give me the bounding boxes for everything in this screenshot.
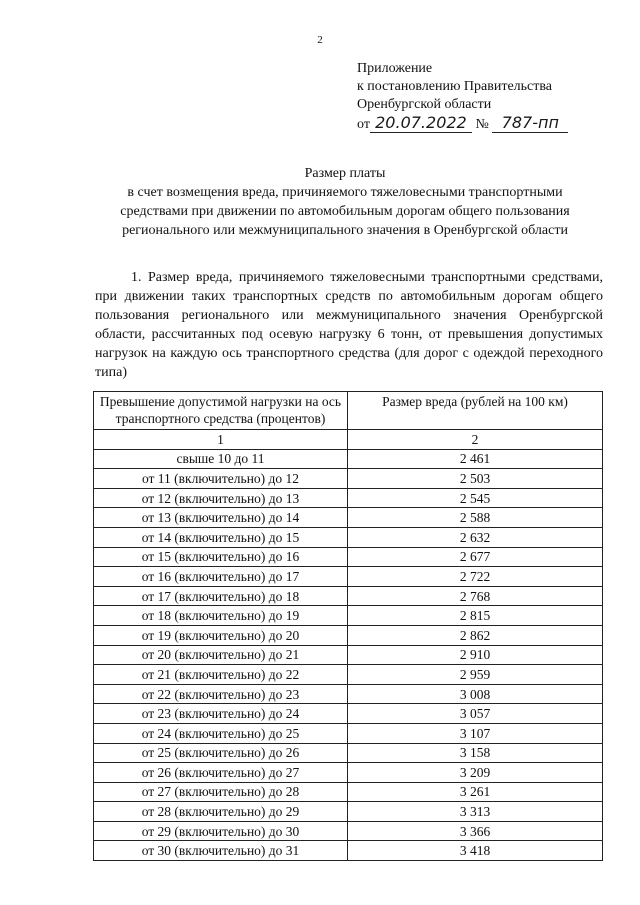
- overload-range-cell: от 19 (включительно) до 20: [94, 625, 348, 645]
- overload-range-cell: от 26 (включительно) до 27: [94, 763, 348, 783]
- paragraph-text: 1. Размер вреда, причиняемого тяжеловесными транспортными средствами, при движении таких транспортных средств по автомобильным дорогам общего пользования регионального или межмуниципального значения Оренбургской области, рассчитанных под осевую нагрузку 6 тонн, от превышения допустимых нагрузок на каждую ось транспортного средства (для дорог с одеждой переходного типа): [95, 270, 603, 380]
- damage-value-cell: 2 815: [348, 606, 603, 626]
- table-row: [94, 802, 603, 822]
- table-row: [94, 684, 603, 704]
- title-line-4: регионального или межмуниципального значения в Оренбургской области: [122, 223, 568, 238]
- table-row: [94, 469, 603, 489]
- table-row: [94, 704, 603, 724]
- date-prefix: от: [357, 117, 370, 132]
- overload-range-cell: от 14 (включительно) до 15: [94, 527, 348, 547]
- damage-value-cell: 2 910: [348, 645, 603, 665]
- page-number: 2: [317, 34, 323, 46]
- table-row: [94, 547, 603, 567]
- table-row: [94, 763, 603, 783]
- overload-range-cell: свыше 10 до 11: [94, 449, 348, 469]
- table-row: [94, 508, 603, 528]
- damage-value-cell: 3 209: [348, 763, 603, 783]
- title-line-2: в счет возмещения вреда, причиняемого тяжеловесными транспортными: [127, 185, 563, 200]
- table-row: [94, 782, 603, 802]
- header-damage: Размер вреда (рублей на 100 км): [348, 392, 603, 430]
- table-row: [94, 821, 603, 841]
- table-row: [94, 527, 603, 547]
- table-row: [94, 606, 603, 626]
- title-line-3: средствами при движении по автомобильным дорогам общего пользования: [120, 204, 570, 219]
- damage-value-cell: 2 768: [348, 586, 603, 606]
- overload-range-cell: от 23 (включительно) до 24: [94, 704, 348, 724]
- overload-range-cell: от 15 (включительно) до 16: [94, 547, 348, 567]
- overload-range-cell: от 29 (включительно) до 30: [94, 821, 348, 841]
- column-number-row: [94, 430, 603, 450]
- damage-value-cell: 2 959: [348, 665, 603, 685]
- damage-value-cell: 3 418: [348, 841, 603, 861]
- title-line-1: Размер платы: [304, 166, 386, 181]
- overload-range-cell: от 24 (включительно) до 25: [94, 723, 348, 743]
- table-row: [94, 645, 603, 665]
- table-row: [94, 665, 603, 685]
- damage-value-cell: 3 366: [348, 821, 603, 841]
- tariff-table: [93, 391, 603, 861]
- damage-value-cell: 3 008: [348, 684, 603, 704]
- overload-range-cell: от 12 (включительно) до 13: [94, 488, 348, 508]
- header-overload: Превышение допустимой нагрузки на ось транспортного средства (процентов): [94, 392, 348, 430]
- damage-value-cell: 2 503: [348, 469, 603, 489]
- number-sign: №: [475, 117, 489, 132]
- column-number-1: 1: [94, 430, 348, 450]
- column-number-2: 2: [348, 430, 603, 450]
- table-row: [94, 567, 603, 587]
- table-row: [94, 449, 603, 469]
- damage-value-cell: 2 677: [348, 547, 603, 567]
- damage-value-cell: 3 057: [348, 704, 603, 724]
- table-row: [94, 625, 603, 645]
- overload-range-cell: от 17 (включительно) до 18: [94, 586, 348, 606]
- handwritten-number: 787-пп: [492, 114, 568, 133]
- damage-value-cell: 2 461: [348, 449, 603, 469]
- damage-value-cell: 2 545: [348, 488, 603, 508]
- table-row: [94, 841, 603, 861]
- table-header-row: [94, 392, 603, 430]
- table-row: [94, 743, 603, 763]
- appendix-region: Оренбургской области: [357, 97, 492, 112]
- table-row: [94, 586, 603, 606]
- appendix-title: Приложение: [357, 61, 433, 76]
- appendix-decree: к постановлению Правительства: [357, 79, 553, 94]
- overload-range-cell: от 25 (включительно) до 26: [94, 743, 348, 763]
- overload-range-cell: от 28 (включительно) до 29: [94, 802, 348, 822]
- paragraph-1: [95, 268, 603, 382]
- damage-value-cell: 2 588: [348, 508, 603, 528]
- overload-range-cell: от 22 (включительно) до 23: [94, 684, 348, 704]
- overload-range-cell: от 27 (включительно) до 28: [94, 782, 348, 802]
- table-row: [94, 723, 603, 743]
- overload-range-cell: от 18 (включительно) до 19: [94, 606, 348, 626]
- overload-range-cell: от 21 (включительно) до 22: [94, 665, 348, 685]
- damage-value-cell: 3 158: [348, 743, 603, 763]
- damage-value-cell: 2 862: [348, 625, 603, 645]
- handwritten-date: 20.07.2022: [370, 114, 472, 133]
- appendix-block: [357, 60, 568, 134]
- damage-value-cell: 2 722: [348, 567, 603, 587]
- damage-value-cell: 2 632: [348, 527, 603, 547]
- damage-value-cell: 3 313: [348, 802, 603, 822]
- overload-range-cell: от 13 (включительно) до 14: [94, 508, 348, 528]
- overload-range-cell: от 16 (включительно) до 17: [94, 567, 348, 587]
- appendix-date-number: [357, 114, 568, 134]
- document-title: [60, 164, 630, 240]
- damage-value-cell: 3 107: [348, 723, 603, 743]
- overload-range-cell: от 11 (включительно) до 12: [94, 469, 348, 489]
- damage-value-cell: 3 261: [348, 782, 603, 802]
- overload-range-cell: от 20 (включительно) до 21: [94, 645, 348, 665]
- overload-range-cell: от 30 (включительно) до 31: [94, 841, 348, 861]
- table-row: [94, 488, 603, 508]
